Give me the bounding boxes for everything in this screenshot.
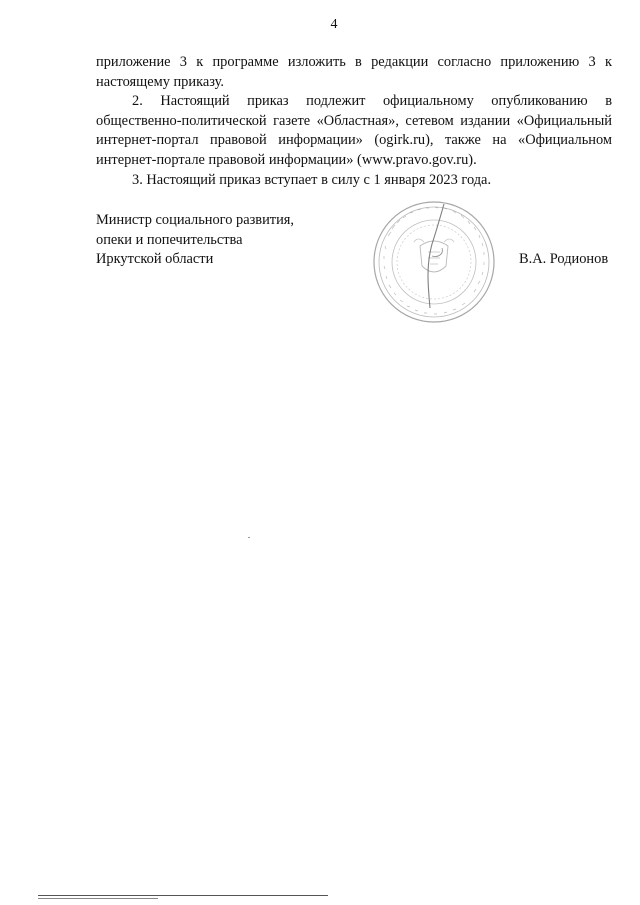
page-number: 4 (330, 17, 338, 32)
paragraph-continuation: приложение 3 к программе изложить в редакции согласно приложению 3 к настоящему приказу. (96, 54, 612, 90)
signatory-position-line: опеки и попечительства (96, 231, 243, 248)
signature-block (96, 211, 612, 270)
document-body (96, 53, 612, 190)
signatory-position-line: Иркутской области (96, 251, 214, 268)
footer-rule (38, 895, 328, 896)
scan-speck (248, 537, 250, 538)
footer-rule (38, 898, 158, 899)
paragraph-effective-date: 3. Настоящий приказ вступает в силу с 1 января 2023 года. (132, 171, 492, 188)
signatory-position-line: Министр социального развития, (96, 212, 294, 228)
paragraph-publication: 2. Настоящий приказ подлежит официальному опубликованию в общественно-политической газете «Областная», сетевом издании «Официальный интернет-портал правовой информации» (ogirk.ru), также на «Официальном интернет-портале правовой информации» (www.pravo.gov.ru). (96, 93, 612, 168)
signatory-name: В.А. Родионов (519, 251, 609, 267)
